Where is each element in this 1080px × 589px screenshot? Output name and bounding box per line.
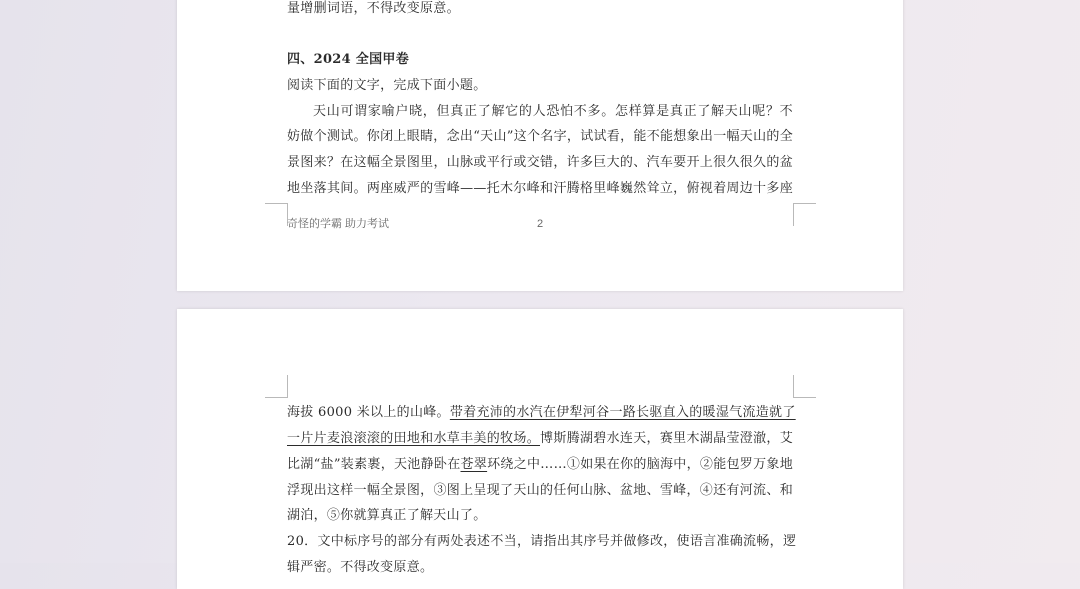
passage-line: 妨做个测试。你闭上眼睛，念出“天山”这个名字，试试看，能不能想象出一幅天山的全 <box>287 129 793 144</box>
document-page-2 <box>177 309 903 589</box>
passage-line: 湖泊，⑤你就算真正了解天山了。 <box>287 508 487 523</box>
text-span: 比湖“盐”装素裹，天池静卧在 <box>287 457 461 472</box>
section-heading: 四、2024 全国甲卷 <box>287 52 410 67</box>
text-span: 环绕之中……①如果在你的脑海中，②能包罗万象地 <box>487 457 794 472</box>
passage-line: 天山可谓家喻户晓，但真正了解它的人恐怕不多。怎样算是真正了解天山呢？不 <box>313 104 793 119</box>
passage-line: 地坐落其间。两座威严的雪峰——托木尔峰和汗腾格里峰巍然耸立，俯视着周边十多座 <box>287 181 793 196</box>
underlined-text: 带着充沛的水汽在伊犁河谷一路长驱直入的暖湿气流造就了 <box>449 405 796 420</box>
passage-line <box>287 429 793 449</box>
passage-line <box>287 455 793 475</box>
passage-line <box>287 403 796 423</box>
passage-line: 浮现出这样一幅全景图，③图上呈现了天山的任何山脉、盆地、雪峰，④还有河流、和 <box>287 483 793 498</box>
document-page-1 <box>177 0 903 291</box>
margin-corner-mark <box>793 203 816 226</box>
question-text: 20．文中标序号的部分有两处表述不当，请指出其序号并做修改，使语言准确流畅，逻 <box>287 534 797 549</box>
question-text: 辑严密。不得改变原意。 <box>287 560 434 575</box>
margin-corner-mark <box>793 375 816 398</box>
text-line: 量增删词语，不得改变原意。 <box>287 1 460 16</box>
instruction-text: 阅读下面的文字，完成下面小题。 <box>287 78 487 93</box>
text-span: 海拔 6000 米以上的山峰。 <box>287 405 450 420</box>
underlined-text: 苍翠 <box>460 457 488 472</box>
margin-corner-mark <box>265 203 288 226</box>
passage-line: 景图来？在这幅全景图里，山脉或平行或交错，许多巨大的、汽车要开上很久很久的盆 <box>287 155 793 170</box>
underlined-text: 一片片麦浪滚滚的田地和水草丰美的牧场。 <box>287 431 541 446</box>
text-span: 博斯腾湖碧水连天，赛里木湖晶莹澄澈，艾 <box>540 431 794 446</box>
margin-corner-mark <box>265 375 288 398</box>
page-number: 2 <box>537 218 544 230</box>
footer-text: 奇怪的学霸 助力考试 <box>287 218 390 230</box>
